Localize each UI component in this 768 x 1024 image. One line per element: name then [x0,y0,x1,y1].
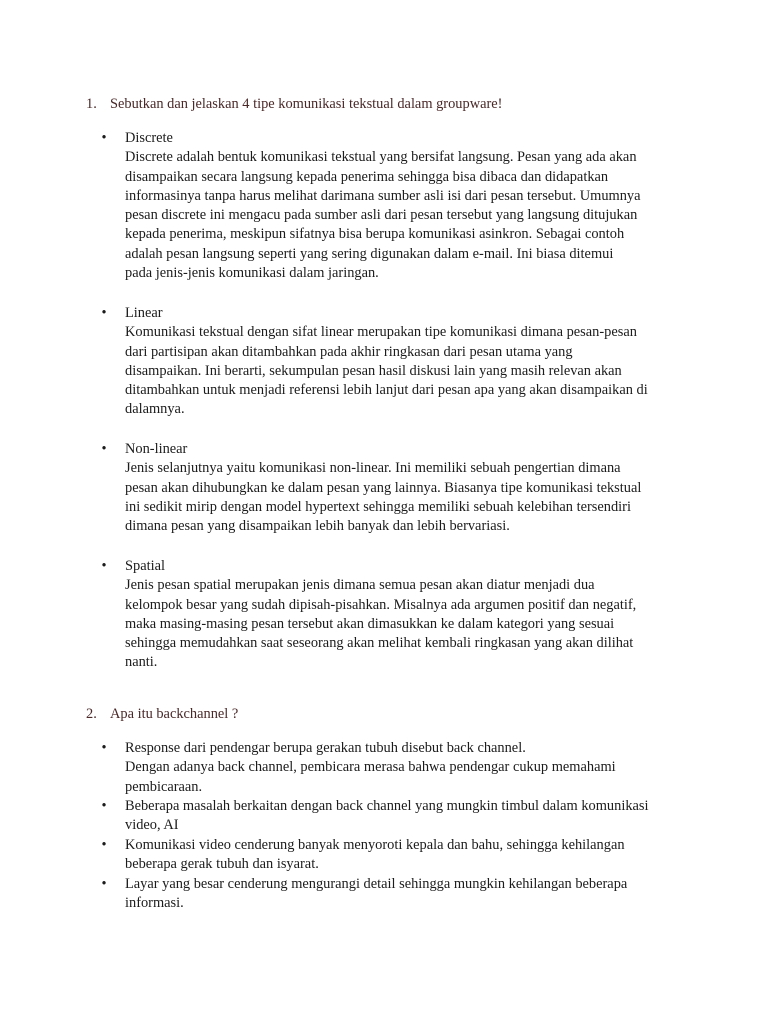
bullet-icon: • [101,740,107,756]
body-line: kelompok besar yang sudah dipisah-pisahkan. Misalnya ada argumen positif dan negatif, [125,596,637,613]
item-content [125,875,680,914]
body-line: nanti. [125,654,158,671]
question-number: 2. [86,706,97,722]
body-line: maka masing-masing pesan tersebut akan dimasukkan ke dalam kategori yang sesuai [125,615,615,632]
bullet-icon: • [101,441,107,457]
body-line: ini sedikit mirip dengan model hypertext sehingga memiliki sebuah kelebihan tersendiri [125,498,631,515]
body-line: ditambahkan untuk menjadi referensi lebih lanjut dari pesan apa yang akan disampaikan di [125,382,648,399]
body-line: dimana pesan yang disampaikan lebih banyak dan lebih bervariasi. [125,518,510,535]
item-content [125,304,680,420]
body-line: Layar yang besar cenderung mengurangi detail sehingga mungkin kehilangan beberapa [125,876,628,892]
bullet-icon: • [101,837,107,853]
body-line: Discrete adalah bentuk komunikasi tekstual yang bersifat langsung. Pesan yang ada akan [125,149,637,166]
item-content [125,739,680,797]
body-line: pesan discrete ini mengacu pada sumber asli dari pesan tersebut yang langsung ditujukan [125,207,638,224]
body-line: informasi. [125,895,184,912]
body-line: pembicaraan. [125,778,203,795]
body-line: dalamnya. [125,401,185,418]
body-line: Komunikasi video cenderung banyak menyoroti kepala dan bahu, sehingga kehilangan [125,837,625,853]
body-line: Dengan adanya back channel, pembicara merasa bahwa pendengar cukup memahami [125,759,616,776]
item-content [125,836,680,875]
body-line: video, AI [125,817,179,834]
item-content [125,557,680,673]
item-title: Discrete [125,130,173,146]
body-line: Komunikasi tekstual dengan sifat linear merupakan tipe komunikasi dimana pesan-pesan [125,324,637,341]
question-text: Sebutkan dan jelaskan 4 tipe komunikasi tekstual dalam groupware! [110,96,503,112]
body-line: pada jenis-jenis komunikasi dalam jaringan. [125,265,379,282]
item-content [125,440,680,536]
item-content [125,797,680,836]
body-line: pesan akan dihubungkan ke dalam pesan yang lainnya. Biasanya tipe komunikasi tekstual [125,479,642,496]
body-line: informasinya tanpa harus melihat darimana sumber asli isi dari pesan tersebut. Umumnya [125,187,641,204]
bullet-icon: • [101,798,107,814]
item-title: Non-linear [125,441,188,457]
body-line: dari partisipan akan ditambahkan pada akhir ringkasan dari pesan utama yang [125,343,573,360]
bullet-icon: • [101,558,107,574]
body-line: Jenis pesan spatial merupakan jenis dimana semua pesan akan diatur menjadi dua [125,577,595,594]
bullet-icon: • [101,305,107,321]
body-line: sehingga memudahkan saat seseorang akan melihat kembali ringkasan yang akan dilihat [125,635,634,652]
body-line: Jenis selanjutnya yaitu komunikasi non-linear. Ini memiliki sebuah pengertian dimana [125,460,621,477]
body-line: Beberapa masalah berkaitan dengan back channel yang mungkin timbul dalam komunikasi [125,798,649,814]
question-text: Apa itu backchannel ? [110,706,239,722]
question-1 [86,95,706,114]
question-2 [86,705,706,724]
body-line: Response dari pendengar berupa gerakan tubuh disebut back channel. [125,740,526,756]
question-number: 1. [86,96,97,112]
body-line: beberapa gerak tubuh dan isyarat. [125,856,319,873]
item-title: Linear [125,305,163,321]
item-title: Spatial [125,558,165,574]
bullet-icon: • [101,130,107,146]
bullet-icon: • [101,876,107,892]
body-line: disampaikan. Ini berarti, sekumpulan pesan hasil diskusi lain yang masih relevan akan [125,362,622,379]
body-line: kepada penerima, meskipun sifatnya bisa berupa komunikasi asinkron. Sebagai contoh [125,226,625,243]
item-content [125,129,680,283]
body-line: disampaikan secara langsung kepada penerima sehingga bisa dibaca dan didapatkan [125,168,609,185]
body-line: adalah pesan langsung seperti yang sering digunakan dalam e-mail. Ini biasa ditemui [125,245,614,262]
